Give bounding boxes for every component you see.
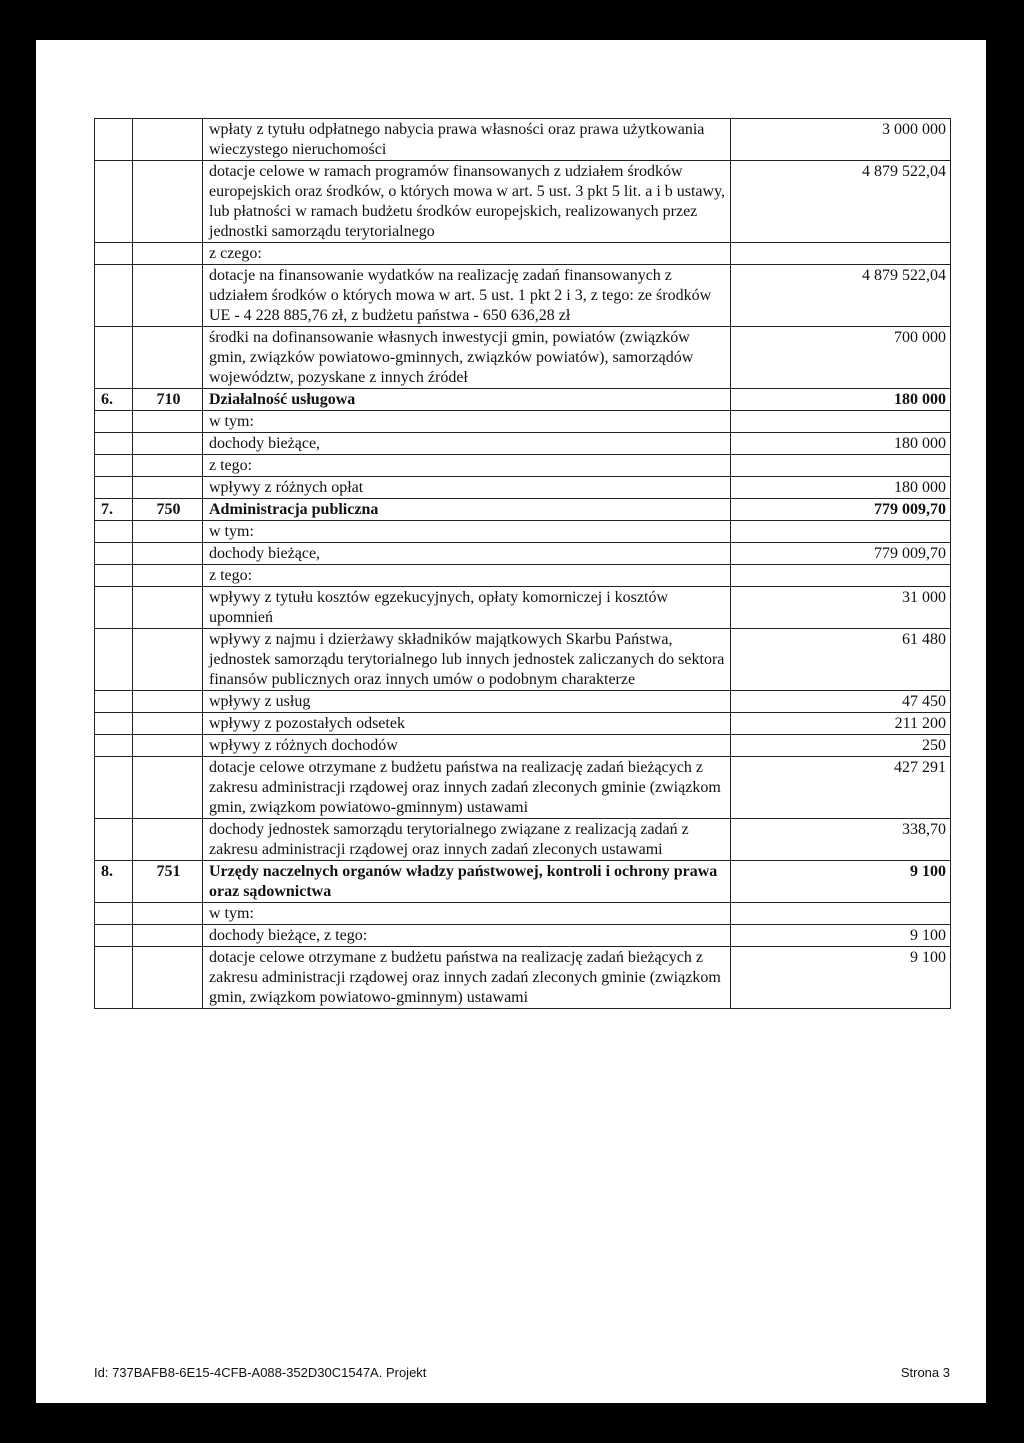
- row-number: [95, 735, 133, 757]
- row-description: w tym:: [203, 903, 731, 925]
- table-row: [95, 947, 951, 1009]
- page-footer: [94, 1365, 950, 1380]
- section-code: [133, 691, 203, 713]
- budget-table-body: [95, 119, 951, 1009]
- document-page: [36, 40, 986, 1403]
- row-amount: 180 000: [731, 433, 951, 455]
- section-code: [133, 819, 203, 861]
- section-code: [133, 455, 203, 477]
- section-code: [133, 411, 203, 433]
- row-description: dotacje celowe otrzymane z budżetu państwa na realizację zadań bieżących z zakresu administracji rządowej oraz innych zadań zleconych gminie (związkom gmin, związkom powiatowo-gminnym) ustawami: [203, 757, 731, 819]
- section-code: [133, 713, 203, 735]
- row-description: dotacje celowe w ramach programów finansowanych z udziałem środków europejskich oraz środków, o których mowa w art. 5 ust. 3 pkt 5 lit. a i b ustawy, lub płatności w ramach budżetu środków europejskich, realizowanych przez jednostki samorządu terytorialnego: [203, 161, 731, 243]
- row-description: dochody bieżące, z tego:: [203, 925, 731, 947]
- section-code: 710: [133, 389, 203, 411]
- row-description: z tego:: [203, 565, 731, 587]
- section-code: 750: [133, 499, 203, 521]
- row-amount: 180 000: [731, 389, 951, 411]
- row-description: w tym:: [203, 411, 731, 433]
- table-row: [95, 243, 951, 265]
- row-amount: [731, 521, 951, 543]
- table-row: [95, 691, 951, 713]
- row-number: [95, 691, 133, 713]
- table-row: [95, 713, 951, 735]
- row-amount: 9 100: [731, 861, 951, 903]
- row-number: [95, 713, 133, 735]
- row-number: [95, 455, 133, 477]
- row-number: [95, 477, 133, 499]
- table-row: [95, 411, 951, 433]
- row-description: Działalność usługowa: [203, 389, 731, 411]
- row-amount: [731, 243, 951, 265]
- row-amount: 427 291: [731, 757, 951, 819]
- row-description: z czego:: [203, 243, 731, 265]
- row-description: wpływy z najmu i dzierżawy składników majątkowych Skarbu Państwa, jednostek samorządu terytorialnego lub innych jednostek zaliczanych do sektora finansów publicznych oraz innych umów o podobnym charakterze: [203, 629, 731, 691]
- row-description: wpływy z tytułu kosztów egzekucyjnych, opłaty komorniczej i kosztów upomnień: [203, 587, 731, 629]
- row-number: [95, 587, 133, 629]
- row-amount: 779 009,70: [731, 499, 951, 521]
- section-code: [133, 161, 203, 243]
- section-code: [133, 265, 203, 327]
- table-row: [95, 433, 951, 455]
- row-number: [95, 903, 133, 925]
- row-description: dotacje na finansowanie wydatków na realizację zadań finansowanych z udziałem środków o których mowa w art. 5 ust. 1 pkt 2 i 3, z tego: ze środków UE - 4 228 885,76 zł, z budżetu państwa - 650 636,28 zł: [203, 265, 731, 327]
- row-number: [95, 265, 133, 327]
- row-description: wpłaty z tytułu odpłatnego nabycia prawa własności oraz prawa użytkowania wieczystego nieruchomości: [203, 119, 731, 161]
- row-number: 8.: [95, 861, 133, 903]
- section-row: [95, 389, 951, 411]
- row-amount: 779 009,70: [731, 543, 951, 565]
- row-amount: 211 200: [731, 713, 951, 735]
- row-number: 7.: [95, 499, 133, 521]
- row-number: [95, 243, 133, 265]
- row-description: dotacje celowe otrzymane z budżetu państwa na realizację zadań bieżących z zakresu administracji rządowej oraz innych zadań zleconych gminie (związkom gmin, związkom powiatowo-gminnym) ustawami: [203, 947, 731, 1009]
- row-amount: 9 100: [731, 947, 951, 1009]
- section-code: [133, 477, 203, 499]
- row-description: wpływy z usług: [203, 691, 731, 713]
- table-row: [95, 925, 951, 947]
- row-description: dochody jednostek samorządu terytorialnego związane z realizacją zadań z zakresu administracji rządowej oraz innych zadań zleconych ustawami: [203, 819, 731, 861]
- section-code: [133, 433, 203, 455]
- row-amount: 4 879 522,04: [731, 161, 951, 243]
- section-code: [133, 925, 203, 947]
- section-row: [95, 499, 951, 521]
- table-row: [95, 757, 951, 819]
- section-code: [133, 587, 203, 629]
- section-code: [133, 629, 203, 691]
- row-number: [95, 629, 133, 691]
- row-amount: [731, 455, 951, 477]
- section-code: [133, 119, 203, 161]
- row-number: [95, 119, 133, 161]
- row-description: środki na dofinansowanie własnych inwestycji gmin, powiatów (związków gmin, związków powiatowo-gminnych, związków powiatów), samorządów województw, pozyskane z innych źródeł: [203, 327, 731, 389]
- row-description: wpływy z różnych opłat: [203, 477, 731, 499]
- section-code: [133, 903, 203, 925]
- row-amount: 31 000: [731, 587, 951, 629]
- row-number: [95, 565, 133, 587]
- table-row: [95, 587, 951, 629]
- table-row: [95, 161, 951, 243]
- row-description: w tym:: [203, 521, 731, 543]
- row-amount: 250: [731, 735, 951, 757]
- row-description: wpływy z różnych dochodów: [203, 735, 731, 757]
- row-number: [95, 947, 133, 1009]
- section-code: [133, 735, 203, 757]
- row-amount: 4 879 522,04: [731, 265, 951, 327]
- row-number: [95, 757, 133, 819]
- row-number: [95, 327, 133, 389]
- section-code: [133, 543, 203, 565]
- section-code: [133, 327, 203, 389]
- document-id: Id: 737BAFB8-6E15-4CFB-A088-352D30C1547A. Projekt: [94, 1365, 427, 1380]
- section-row: [95, 861, 951, 903]
- row-description: dochody bieżące,: [203, 433, 731, 455]
- table-row: [95, 819, 951, 861]
- row-amount: 180 000: [731, 477, 951, 499]
- page-number: Strona 3: [900, 1365, 950, 1380]
- row-number: [95, 411, 133, 433]
- table-row: [95, 477, 951, 499]
- row-amount: 3 000 000: [731, 119, 951, 161]
- table-row: [95, 903, 951, 925]
- table-row: [95, 543, 951, 565]
- row-number: [95, 161, 133, 243]
- row-amount: 700 000: [731, 327, 951, 389]
- table-row: [95, 521, 951, 543]
- section-code: [133, 947, 203, 1009]
- budget-table: [94, 118, 951, 1009]
- section-code: [133, 243, 203, 265]
- row-amount: [731, 411, 951, 433]
- row-amount: [731, 903, 951, 925]
- row-number: [95, 543, 133, 565]
- table-row: [95, 629, 951, 691]
- row-amount: 9 100: [731, 925, 951, 947]
- table-row: [95, 735, 951, 757]
- row-description: wpływy z pozostałych odsetek: [203, 713, 731, 735]
- row-number: [95, 925, 133, 947]
- section-code: [133, 521, 203, 543]
- row-description: Urzędy naczelnych organów władzy państwowej, kontroli i ochrony prawa oraz sądownictwa: [203, 861, 731, 903]
- table-row: [95, 265, 951, 327]
- row-amount: 61 480: [731, 629, 951, 691]
- row-number: [95, 819, 133, 861]
- table-row: [95, 455, 951, 477]
- section-code: [133, 757, 203, 819]
- row-description: z tego:: [203, 455, 731, 477]
- row-number: [95, 433, 133, 455]
- row-description: Administracja publiczna: [203, 499, 731, 521]
- row-number: [95, 521, 133, 543]
- table-row: [95, 565, 951, 587]
- table-row: [95, 327, 951, 389]
- table-row: [95, 119, 951, 161]
- section-code: 751: [133, 861, 203, 903]
- row-amount: 338,70: [731, 819, 951, 861]
- row-description: dochody bieżące,: [203, 543, 731, 565]
- row-amount: 47 450: [731, 691, 951, 713]
- row-number: 6.: [95, 389, 133, 411]
- section-code: [133, 565, 203, 587]
- row-amount: [731, 565, 951, 587]
